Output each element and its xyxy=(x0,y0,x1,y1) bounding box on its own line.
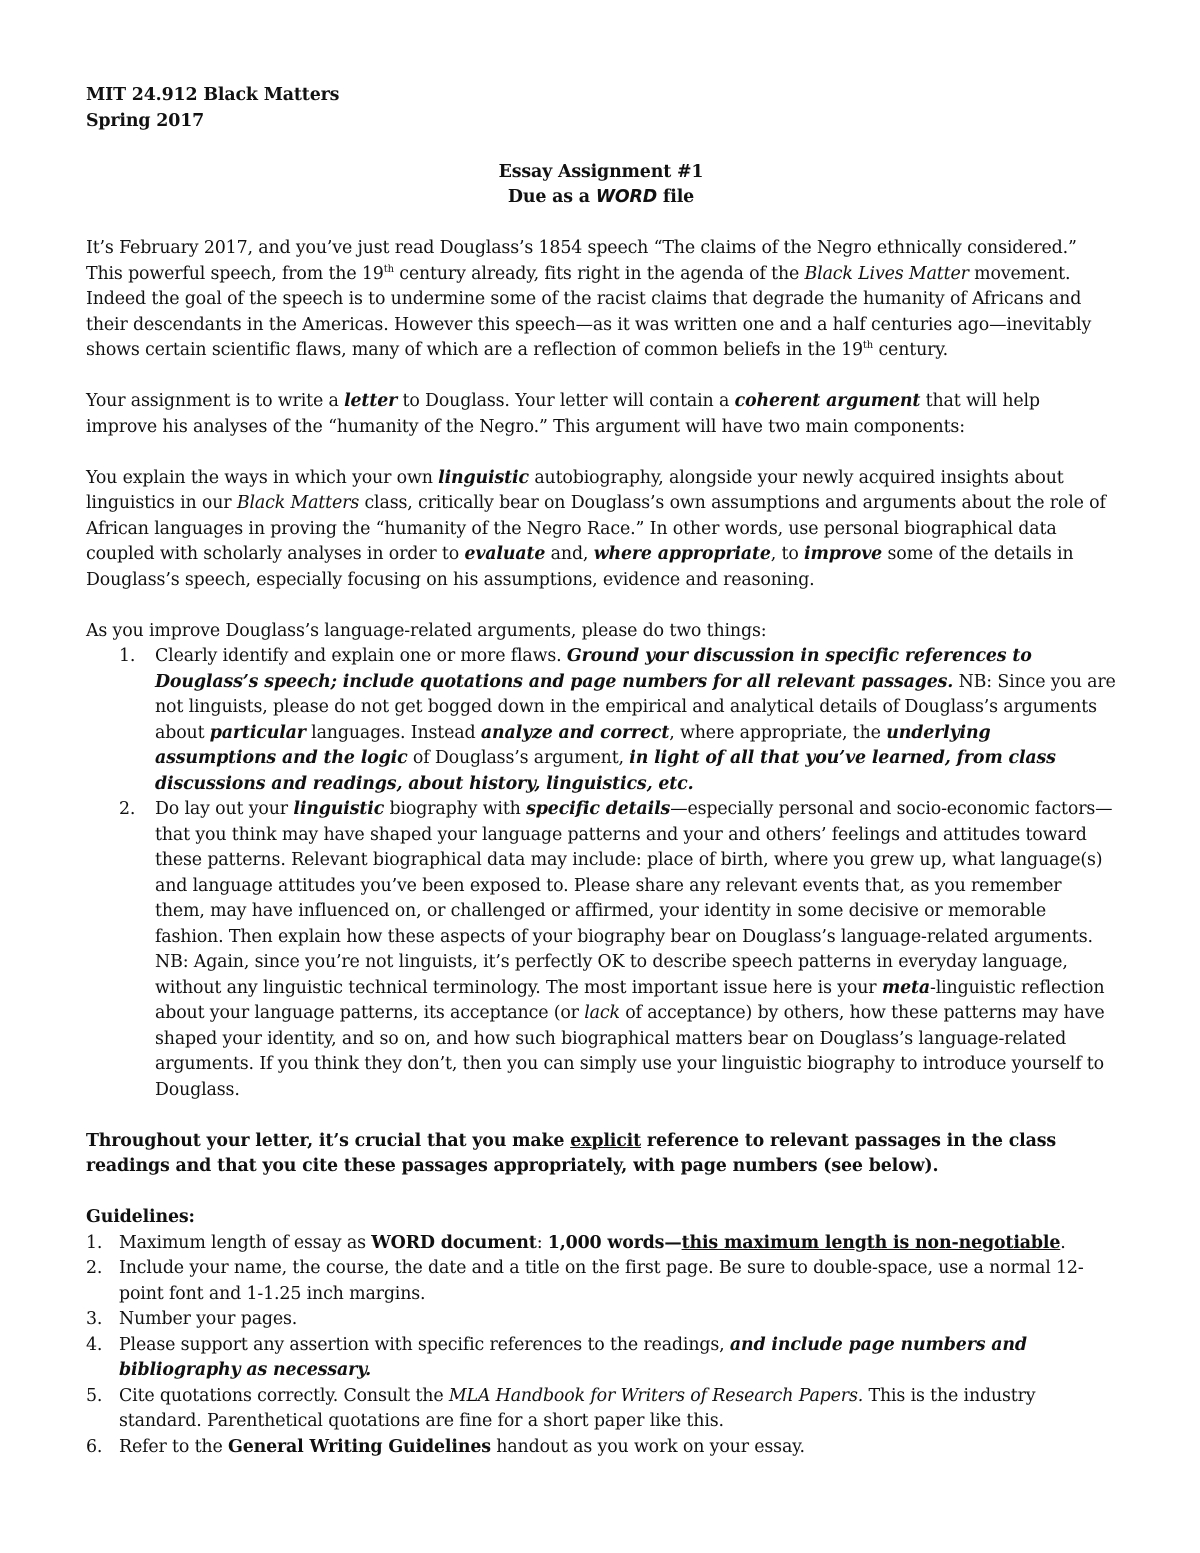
list-item: 3. Number your pages. xyxy=(86,1309,298,1329)
list-item: 6. Refer to the General Writing Guidelines handout as you work on your essay. xyxy=(86,1436,805,1457)
crucial-note: Throughout your letter, it’s crucial that you make explicit reference to relevant passages in the class readings and that you cite these passages appropriately, with page numbers (see below). xyxy=(86,1130,1057,1176)
intro-paragraph: It’s February 2017, and you’ve just read Douglass’s 1854 speech “The claims of the Negro ethnically considered.” This powerful speech, from the 19th century already, fits right in the agenda of the Black Lives Matter movement. Indeed the goal of the speech is to undermine some of the racist claims that degrade the humanity of Africans and their descendants in the Americas. However this speech—as it was written one and a half centuries ago—inevitably shows certain scientific flaws, many of which are a reflection of common beliefs in the 19th century. xyxy=(86,238,1092,360)
guidelines-heading: Guidelines: xyxy=(86,1207,195,1227)
list-item: 5. Cite quotations correctly. Consult the MLA Handbook for Writers of Research Papers. This is the industry standard. Parenthetical quotations are fine for a short paper like this. xyxy=(86,1385,1036,1431)
word-wordmark: WORD xyxy=(595,187,658,207)
assignment-title: Essay Assignment #1 xyxy=(498,161,704,182)
list-item: 1. Clearly identify and explain one or more flaws. Ground your discussion in specific references to Douglass’s speech; include quotations and page numbers for all relevant passages. NB: Since you are not linguists, please do not get bogged down in the empirical and analytical details of Douglass’s arguments about particular languages. Instead analyze and correct, where appropriate, the underlying assumptions and the logic of Douglass’s argument, in light of all that you’ve learned, from class discussions and readings, about history, linguistics, etc. xyxy=(119,646,1116,794)
two-things-list xyxy=(86,644,1116,1103)
as-you-improve: As you improve Douglass’s language-related arguments, please do two things: xyxy=(86,620,767,641)
due-line: Due as a WORD file xyxy=(507,187,695,207)
course-title: MIT 24.912 Black Matters xyxy=(86,85,340,105)
guidelines-list xyxy=(86,1231,1116,1461)
list-item: 2. Include your name, the course, the date and a title on the first page. Be sure to double-space, use a normal 12-point font and 1-1.25 inch margins. xyxy=(86,1258,1084,1304)
list-item: 4. Please support any assertion with specific references to the readings, and include page numbers and bibliography as necessary. xyxy=(86,1334,1027,1380)
list-item: 2. Do lay out your linguistic biography with specific details—especially personal and socio-economic factors—that you think may have shaped your language patterns and your and others’ feelings and attitudes toward these patterns. Relevant biographical data may include: place of birth, where you grew up, what language(s) and language attitudes you’ve been exposed to. Please share any relevant events that, as you remember them, may have influenced on, or challenged or affirmed, your identity in some decisive or memorable fashion. Then explain how these aspects of your biography bear on Douglass’s language-related arguments. NB: Again, since you’re not linguists, it’s perfectly OK to describe speech patterns in everyday language, without any linguistic technical terminology. The most important issue here is your meta-linguistic reflection about your language patterns, its acceptance (or lack of acceptance) by others, how these patterns may have shaped your identity, and so on, and how such biographical matters bear on Douglass’s language-related arguments. If you think they don’t, then you can simply use your linguistic biography to introduce yourself to Douglass. xyxy=(119,799,1113,1100)
assignment-paragraph: Your assignment is to write a letter to Douglass. Your letter will contain a coherent argument that will help improve his analyses of the “humanity of the Negro.” This argument will have two main components: xyxy=(86,391,1040,437)
explain-paragraph: You explain the ways in which your own linguistic autobiography, alongside your newly acquired insights about linguistics in our Black Matters class, critically bear on Douglass’s own assumptions and arguments about the role of African languages in proving the “humanity of the Negro Race.” In other words, use personal biographical data coupled with scholarly analyses in order to evaluate and, where appropriate, to improve some of the details in Douglass’s speech, especially focusing on his assumptions, evidence and reasoning. xyxy=(86,467,1106,590)
term: Spring 2017 xyxy=(86,110,205,131)
list-item: 1. Maximum length of essay as WORD document: 1,000 words—this maximum length is non-negotiable. xyxy=(86,1232,1066,1253)
